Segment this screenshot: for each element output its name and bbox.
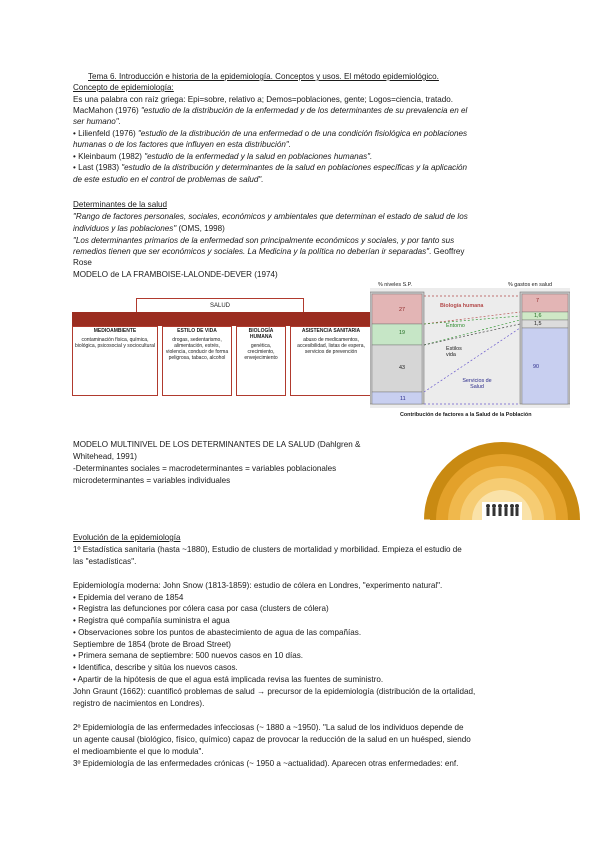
determinantes-heading: Determinantes de la salud: [73, 200, 168, 209]
lalonde-box-medioambiente: MEDIOAMBIENTE contaminación física, química, biológica, psicosocial y sociocultural: [72, 326, 158, 396]
lalonde-salud-box: SALUD: [136, 298, 304, 314]
dever-val-left: 19: [399, 330, 405, 336]
modelo-lalonde-title: MODELO de LA FRAMBOISE-LALONDE-DEVER (1974): [73, 270, 278, 279]
evolucion-line: • Identifica, describe y sitúa los nuevos casos.: [73, 663, 238, 672]
evolucion-line: un agente causal (biológico, físico, químico) capaz de provocar la reducción de la salud en un huésped, siendo: [73, 735, 471, 744]
lalonde-box-biologia: BIOLOGÍA HUMANA genética, crecimiento, envejecimiento: [236, 326, 286, 396]
evolucion-line: las "estadísticas".: [73, 557, 137, 566]
concepto-line: • Lilienfeld (1976) "estudio de la distribución de una enfermedad o de una condición fisiológica en poblaciones: [73, 129, 468, 138]
page-title: Tema 6. Introducción e historia de la epidemiología. Conceptos y usos. El método epidemiológico.: [88, 72, 439, 81]
concepto-line: ser humano".: [73, 117, 121, 126]
evolucion-line: Septiembre de 1854 (brote de Broad Street): [73, 640, 231, 649]
dever-right-header: % gastos en salud: [508, 282, 553, 288]
quote-line: Rose: [73, 258, 92, 267]
evolucion-line: John Graunt (1662): cuantificó problemas de salud → precursor de la epidemiología (distribución de la ortalidad,: [73, 687, 476, 696]
lalonde-box-estilo-vida: ESTILO DE VIDA drogas, sedentarismo, alimentación, estrés, violencia, conducir de forma peligrosa, tabaco, alcohol: [162, 326, 232, 396]
dever-val-right: 7: [536, 298, 539, 304]
quote-line: individuos y las poblaciones" (OMS, 1998): [73, 224, 225, 233]
concepto-line: humanas o de los factores que influyen en esta distribución".: [73, 140, 291, 149]
quote-line: "Los determinantes primarios de la enfermedad son principalmente económicos y sociales, y por tanto sus: [73, 236, 455, 245]
evolucion-line: 2º Epidemiología de las enfermedades infecciosas (~ 1880 a ~1950). "La salud de los individuos depende de: [73, 723, 464, 732]
evolucion-line: • Registra las defunciones por cólera casa por casa (clusters de cólera): [73, 604, 329, 613]
dever-val-right: 1,5: [534, 321, 542, 327]
dever-left-header: % niveles S.P.: [378, 282, 413, 288]
dahlgren-rainbow-diagram: [422, 436, 582, 522]
dever-caption: Contribución de factores a la Salud de la Población: [400, 412, 532, 418]
evolucion-line: • Epidemia del verano de 1854: [73, 593, 184, 602]
dever-label: Entorno: [446, 323, 465, 329]
dever-label: Estilos vida: [446, 346, 462, 358]
evolucion-line: el medioambiente el que lo modula".: [73, 747, 204, 756]
dever-val-left: 27: [399, 307, 405, 313]
lalonde-bar: [72, 312, 372, 326]
evolucion-line: 1º Estadística sanitaria (hasta ~1880), Estudio de clusters de mortalidad y morbilidad. Empieza el estudio de: [73, 545, 462, 554]
evolucion-line: Epidemiología moderna: John Snow (1813-1859): estudio de cólera en Londres, "experimento natural".: [73, 581, 443, 590]
quote-line: remedios tienen que ser económicos y sociales. La Medicina y la política no deberían ir separadas". Geoffrey: [73, 247, 465, 256]
evolucion-line: • Apartir de la hipótesis de que el agua está implicada revisa las fuentes de suministro.: [73, 675, 384, 684]
evolucion-line: • Primera semana de septiembre: 500 nuevos casos en 10 días.: [73, 651, 304, 660]
dever-label: Servicios de Salud: [462, 378, 492, 390]
lalonde-box-asistencia: ASISTENCIA SANITARIA abuso de medicamentos, accesibilidad, listas de espera, servicios de prevención: [290, 326, 372, 396]
multinivel-line: -Determinantes sociales = macrodeterminantes = variables poblacionales: [73, 464, 337, 473]
quote-line: "Rango de factores personales, sociales, económicos y ambientales que determinan el estado de salud de los: [73, 212, 468, 221]
dever-val-right: 90: [533, 364, 539, 370]
dever-val-left: 11: [400, 396, 406, 402]
evolucion-line: • Registra qué compañía suministra el agua: [73, 616, 230, 625]
concepto-line: • Last (1983) "estudio de la distribución y determinantes de la salud en poblaciones específicas y la aplicación: [73, 163, 467, 172]
evolucion-line: • Observaciones sobre los puntos de abastecimiento de agua de las compañías.: [73, 628, 362, 637]
multinivel-line: Whitehead, 1991): [73, 452, 137, 461]
concepto-line: Es una palabra con raíz griega: Epi=sobre, relativo a; Demos=poblaciones, gente; Logos=ciencia, tratado.: [73, 95, 453, 104]
multinivel-line: MODELO MULTINIVEL DE LOS DETERMINANTES DE LA SALUD (Dahlgren &: [73, 440, 361, 449]
concepto-line: • Kleinbaum (1982) "estudio de la enfermedad y la salud en poblaciones humanas".: [73, 152, 373, 161]
evolucion-heading: Evolución de la epidemiología: [73, 533, 181, 542]
evolucion-line: 3º Epidemiología de las enfermedades crónicas (~ 1950 a ~actualidad). Aparecen otras enfermedades: enf.: [73, 759, 459, 768]
evolucion-line: registro de nacimientos en Londres).: [73, 699, 205, 708]
multinivel-line: microdeterminantes = variables individuales: [73, 476, 231, 485]
dever-val-right: 1,6: [534, 313, 542, 319]
concepto-line: de este estudio en el control de problemas de salud".: [73, 175, 264, 184]
dever-label: Biología humana: [440, 303, 484, 309]
concepto-heading: Concepto de epidemiología:: [73, 83, 174, 92]
dever-val-left: 43: [399, 365, 405, 371]
concepto-line: MacMahon (1976) "estudio de la distribución de la enfermedad y de los determinantes de su prevalencia en el: [73, 106, 468, 115]
